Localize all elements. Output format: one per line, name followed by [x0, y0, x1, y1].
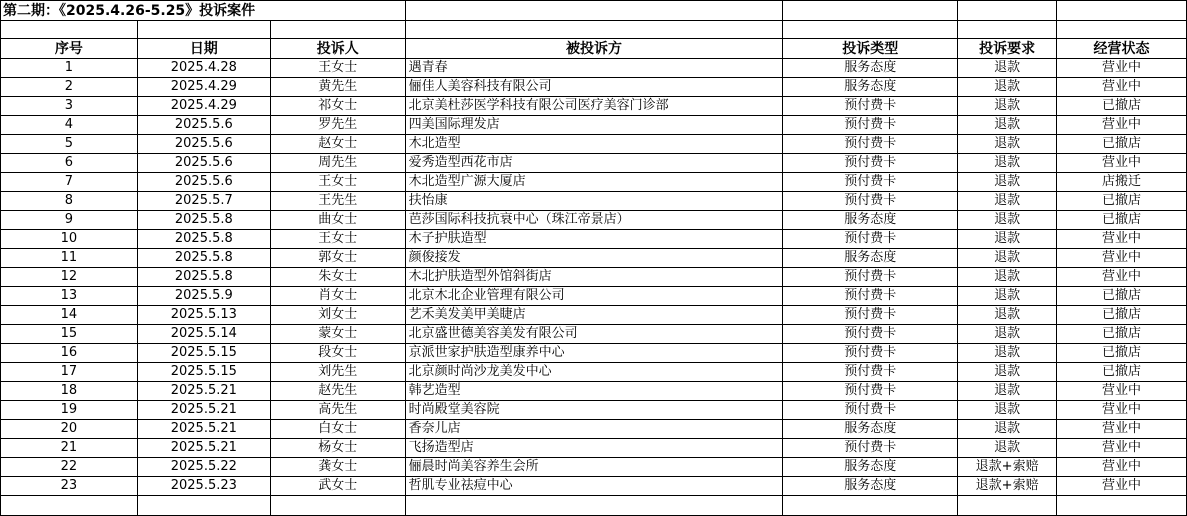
row-index[interactable]: 12: [1, 268, 138, 287]
cell[interactable]: [1, 21, 138, 39]
row-status[interactable]: 营业中: [1057, 420, 1187, 439]
row-index[interactable]: 17: [1, 363, 138, 382]
row-date[interactable]: 2025.4.29: [137, 97, 270, 116]
row-type[interactable]: 服务态度: [783, 211, 958, 230]
row-respondent[interactable]: 俪佳人美容科技有限公司: [405, 78, 783, 97]
row-complainant[interactable]: 周先生: [270, 154, 405, 173]
row-date[interactable]: 2025.5.9: [137, 287, 270, 306]
row-status[interactable]: 营业中: [1057, 382, 1187, 401]
row-respondent[interactable]: 芭莎国际科技抗衰中心（珠江帝景店）: [405, 211, 783, 230]
row-demand[interactable]: 退款: [958, 78, 1057, 97]
row-index[interactable]: 14: [1, 306, 138, 325]
table-row: [1, 477, 1187, 496]
row-index[interactable]: 13: [1, 287, 138, 306]
row-date[interactable]: 2025.5.6: [137, 173, 270, 192]
row-type[interactable]: 预付费卡: [783, 306, 958, 325]
table-row: [1, 78, 1187, 97]
table-row: [1, 420, 1187, 439]
row-demand[interactable]: 退款: [958, 420, 1057, 439]
row-status[interactable]: 已撤店: [1057, 287, 1187, 306]
table-row: [1, 344, 1187, 363]
row-index[interactable]: 21: [1, 439, 138, 458]
cell[interactable]: [958, 496, 1057, 516]
row-complainant[interactable]: 刘先生: [270, 363, 405, 382]
row-index[interactable]: 9: [1, 211, 138, 230]
header-date[interactable]: 日期: [137, 39, 270, 59]
row-date[interactable]: 2025.5.13: [137, 306, 270, 325]
cell[interactable]: [1057, 496, 1187, 516]
row-respondent[interactable]: 木北护肤造型外馆斜街店: [405, 268, 783, 287]
row-respondent[interactable]: 北京颜时尚沙龙美发中心: [405, 363, 783, 382]
row-type[interactable]: 预付费卡: [783, 97, 958, 116]
row-type[interactable]: 预付费卡: [783, 325, 958, 344]
row-status[interactable]: 店搬迁: [1057, 173, 1187, 192]
row-type[interactable]: 服务态度: [783, 420, 958, 439]
row-date[interactable]: 2025.5.6: [137, 154, 270, 173]
row-date[interactable]: 2025.5.21: [137, 420, 270, 439]
row-date[interactable]: 2025.5.22: [137, 458, 270, 477]
row-date[interactable]: 2025.5.21: [137, 401, 270, 420]
row-demand[interactable]: 退款: [958, 344, 1057, 363]
header-type[interactable]: 投诉类型: [783, 39, 958, 59]
row-index[interactable]: 6: [1, 154, 138, 173]
table-row: [1, 458, 1187, 477]
row-respondent[interactable]: 北京美杜莎医学科技有限公司医疗美容门诊部: [405, 97, 783, 116]
row-type[interactable]: 预付费卡: [783, 268, 958, 287]
row-demand[interactable]: 退款: [958, 439, 1057, 458]
row-index[interactable]: 19: [1, 401, 138, 420]
row-respondent[interactable]: 木北造型: [405, 135, 783, 154]
row-demand[interactable]: 退款: [958, 230, 1057, 249]
header-complainant[interactable]: 投诉人: [270, 39, 405, 59]
cell[interactable]: [783, 1, 958, 21]
row-status[interactable]: 已撤店: [1057, 135, 1187, 154]
row-date[interactable]: 2025.5.15: [137, 344, 270, 363]
row-demand[interactable]: 退款: [958, 173, 1057, 192]
row-date[interactable]: 2025.5.23: [137, 477, 270, 496]
row-complainant[interactable]: 王先生: [270, 192, 405, 211]
table-row: [1, 154, 1187, 173]
header-row: [1, 39, 1187, 59]
row-demand[interactable]: 退款+索赔: [958, 477, 1057, 496]
row-type[interactable]: 预付费卡: [783, 344, 958, 363]
row-status[interactable]: 营业中: [1057, 401, 1187, 420]
row-respondent[interactable]: 木子护肤造型: [405, 230, 783, 249]
row-status[interactable]: 已撤店: [1057, 97, 1187, 116]
row-status[interactable]: 已撤店: [1057, 192, 1187, 211]
row-status[interactable]: 营业中: [1057, 439, 1187, 458]
row-demand[interactable]: 退款: [958, 116, 1057, 135]
cell[interactable]: [137, 21, 270, 39]
row-demand[interactable]: 退款: [958, 192, 1057, 211]
row-demand[interactable]: 退款: [958, 287, 1057, 306]
row-date[interactable]: 2025.5.21: [137, 382, 270, 401]
row-status[interactable]: 已撤店: [1057, 363, 1187, 382]
row-complainant[interactable]: 王女士: [270, 59, 405, 78]
row-index[interactable]: 11: [1, 249, 138, 268]
row-status[interactable]: 营业中: [1057, 78, 1187, 97]
cell[interactable]: [405, 496, 783, 516]
row-status[interactable]: 营业中: [1057, 477, 1187, 496]
blank-row: [1, 21, 1187, 39]
table-row: [1, 401, 1187, 420]
cell[interactable]: [783, 496, 958, 516]
row-complainant[interactable]: 刘女士: [270, 306, 405, 325]
row-status[interactable]: 已撤店: [1057, 325, 1187, 344]
row-demand[interactable]: 退款: [958, 59, 1057, 78]
row-demand[interactable]: 退款: [958, 325, 1057, 344]
row-type[interactable]: 预付费卡: [783, 287, 958, 306]
row-respondent[interactable]: 韩艺造型: [405, 382, 783, 401]
blank-row: [1, 496, 1187, 516]
header-respondent[interactable]: 被投诉方: [405, 39, 783, 59]
row-type[interactable]: 服务态度: [783, 458, 958, 477]
row-complainant[interactable]: 王女士: [270, 173, 405, 192]
cell[interactable]: [958, 21, 1057, 39]
row-demand[interactable]: 退款+索赔: [958, 458, 1057, 477]
cell[interactable]: [405, 21, 783, 39]
row-type[interactable]: 预付费卡: [783, 135, 958, 154]
row-index[interactable]: 1: [1, 59, 138, 78]
row-type[interactable]: 预付费卡: [783, 154, 958, 173]
row-complainant[interactable]: 王女士: [270, 230, 405, 249]
row-type[interactable]: 预付费卡: [783, 401, 958, 420]
row-status[interactable]: 营业中: [1057, 249, 1187, 268]
row-respondent[interactable]: 飞扬造型店: [405, 439, 783, 458]
row-demand[interactable]: 退款: [958, 363, 1057, 382]
row-demand[interactable]: 退款: [958, 97, 1057, 116]
row-demand[interactable]: 退款: [958, 249, 1057, 268]
row-type[interactable]: 预付费卡: [783, 116, 958, 135]
row-date[interactable]: 2025.4.28: [137, 59, 270, 78]
row-complainant[interactable]: 赵女士: [270, 135, 405, 154]
row-date[interactable]: 2025.5.8: [137, 211, 270, 230]
row-date[interactable]: 2025.5.8: [137, 249, 270, 268]
cell[interactable]: [1, 496, 138, 516]
row-complainant[interactable]: 郭女士: [270, 249, 405, 268]
row-respondent[interactable]: 颜俊接发: [405, 249, 783, 268]
row-status[interactable]: 营业中: [1057, 458, 1187, 477]
header-demand[interactable]: 投诉要求: [958, 39, 1057, 59]
row-date[interactable]: 2025.5.8: [137, 230, 270, 249]
row-type[interactable]: 预付费卡: [783, 230, 958, 249]
row-respondent[interactable]: 遇青春: [405, 59, 783, 78]
table-row: [1, 325, 1187, 344]
row-type[interactable]: 服务态度: [783, 477, 958, 496]
row-type[interactable]: 预付费卡: [783, 439, 958, 458]
row-index[interactable]: 15: [1, 325, 138, 344]
row-status[interactable]: 已撤店: [1057, 306, 1187, 325]
row-complainant[interactable]: 高先生: [270, 401, 405, 420]
row-status[interactable]: 营业中: [1057, 59, 1187, 78]
row-demand[interactable]: 退款: [958, 401, 1057, 420]
row-complainant[interactable]: 赵先生: [270, 382, 405, 401]
row-type[interactable]: 预付费卡: [783, 192, 958, 211]
row-respondent[interactable]: 香奈儿店: [405, 420, 783, 439]
cell[interactable]: [270, 21, 405, 39]
cell[interactable]: [1057, 1, 1187, 21]
table-row: [1, 173, 1187, 192]
table-row: [1, 306, 1187, 325]
row-respondent[interactable]: 京派世家护肤造型康养中心: [405, 344, 783, 363]
cell[interactable]: [137, 496, 270, 516]
row-demand[interactable]: 退款: [958, 306, 1057, 325]
header-index[interactable]: 序号: [1, 39, 138, 59]
row-demand[interactable]: 退款: [958, 154, 1057, 173]
table-row: [1, 363, 1187, 382]
row-type[interactable]: 服务态度: [783, 59, 958, 78]
row-date[interactable]: 2025.5.14: [137, 325, 270, 344]
row-respondent[interactable]: 北京木北企业管理有限公司: [405, 287, 783, 306]
table-row: [1, 59, 1187, 78]
row-status[interactable]: 营业中: [1057, 268, 1187, 287]
row-status[interactable]: 营业中: [1057, 154, 1187, 173]
row-date[interactable]: 2025.5.6: [137, 116, 270, 135]
row-date[interactable]: 2025.5.15: [137, 363, 270, 382]
cell[interactable]: [1057, 21, 1187, 39]
row-type[interactable]: 预付费卡: [783, 363, 958, 382]
cell[interactable]: [958, 1, 1057, 21]
row-type[interactable]: 预付费卡: [783, 173, 958, 192]
table-row: [1, 135, 1187, 154]
row-respondent[interactable]: 四美国际理发店: [405, 116, 783, 135]
row-type[interactable]: 服务态度: [783, 249, 958, 268]
row-respondent[interactable]: 木北造型广源大厦店: [405, 173, 783, 192]
cell[interactable]: [783, 21, 958, 39]
table-row: [1, 116, 1187, 135]
row-complainant[interactable]: 白女士: [270, 420, 405, 439]
row-index[interactable]: 3: [1, 97, 138, 116]
row-complainant[interactable]: 祁女士: [270, 97, 405, 116]
row-index[interactable]: 22: [1, 458, 138, 477]
row-index[interactable]: 7: [1, 173, 138, 192]
row-index[interactable]: 18: [1, 382, 138, 401]
row-complainant[interactable]: 蒙女士: [270, 325, 405, 344]
row-complainant[interactable]: 曲女士: [270, 211, 405, 230]
row-index[interactable]: 4: [1, 116, 138, 135]
row-respondent[interactable]: 艺禾美发美甲美睫店: [405, 306, 783, 325]
title-row: [1, 1, 1187, 21]
table-row: [1, 287, 1187, 306]
row-index[interactable]: 23: [1, 477, 138, 496]
row-complainant[interactable]: 段女士: [270, 344, 405, 363]
sheet-title[interactable]: 第二期：《2025.4.26-5.25》投诉案件: [1, 1, 406, 21]
row-demand[interactable]: 退款: [958, 211, 1057, 230]
row-status[interactable]: 营业中: [1057, 116, 1187, 135]
row-date[interactable]: 2025.5.8: [137, 268, 270, 287]
row-complainant[interactable]: 朱女士: [270, 268, 405, 287]
row-type[interactable]: 服务态度: [783, 78, 958, 97]
row-complainant[interactable]: 罗先生: [270, 116, 405, 135]
header-status[interactable]: 经营状态: [1057, 39, 1187, 59]
row-complainant[interactable]: 杨女士: [270, 439, 405, 458]
row-complainant[interactable]: 龚女士: [270, 458, 405, 477]
row-demand[interactable]: 退款: [958, 382, 1057, 401]
row-index[interactable]: 5: [1, 135, 138, 154]
row-index[interactable]: 20: [1, 420, 138, 439]
row-respondent[interactable]: 爱秀造型西花市店: [405, 154, 783, 173]
table-row: [1, 230, 1187, 249]
table-row: [1, 382, 1187, 401]
row-index[interactable]: 2: [1, 78, 138, 97]
table-row: [1, 97, 1187, 116]
row-index[interactable]: 16: [1, 344, 138, 363]
row-complainant[interactable]: 肖女士: [270, 287, 405, 306]
row-status[interactable]: 已撤店: [1057, 211, 1187, 230]
row-respondent[interactable]: 时尚殿堂美容院: [405, 401, 783, 420]
row-type[interactable]: 预付费卡: [783, 382, 958, 401]
row-index[interactable]: 10: [1, 230, 138, 249]
table-row: [1, 211, 1187, 230]
row-status[interactable]: 已撤店: [1057, 344, 1187, 363]
row-respondent[interactable]: 扶怡康: [405, 192, 783, 211]
row-demand[interactable]: 退款: [958, 135, 1057, 154]
row-demand[interactable]: 退款: [958, 268, 1057, 287]
row-respondent[interactable]: 俪晨时尚美容养生会所: [405, 458, 783, 477]
row-respondent[interactable]: 北京盛世德美容美发有限公司: [405, 325, 783, 344]
table-row: [1, 192, 1187, 211]
row-date[interactable]: 2025.5.6: [137, 135, 270, 154]
table-row: [1, 268, 1187, 287]
table-row: [1, 249, 1187, 268]
row-respondent[interactable]: 哲肌专业祛痘中心: [405, 477, 783, 496]
row-complainant[interactable]: 武女士: [270, 477, 405, 496]
cell[interactable]: [270, 496, 405, 516]
row-complainant[interactable]: 黄先生: [270, 78, 405, 97]
row-status[interactable]: 营业中: [1057, 230, 1187, 249]
row-date[interactable]: 2025.4.29: [137, 78, 270, 97]
cell[interactable]: [405, 1, 783, 21]
table-row: [1, 439, 1187, 458]
row-index[interactable]: 8: [1, 192, 138, 211]
row-date[interactable]: 2025.5.21: [137, 439, 270, 458]
row-date[interactable]: 2025.5.7: [137, 192, 270, 211]
